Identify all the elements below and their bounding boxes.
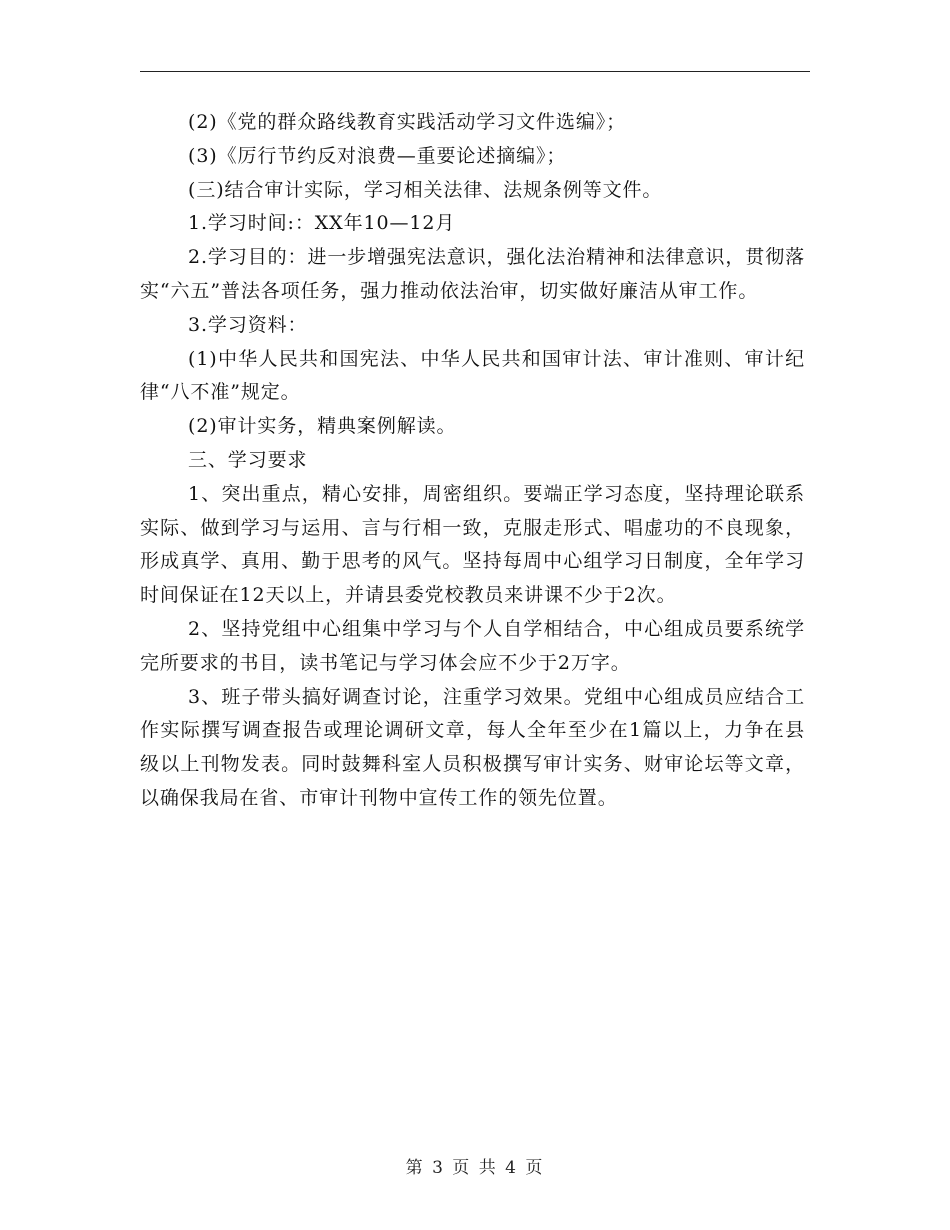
paragraph: (三)结合审计实际，学习相关法律、法规条例等文件。 (188, 178, 663, 201)
paragraph: 1、突出重点，精心安排，周密组织。要端正学习态度，坚持理论联系实际、做到学习与运用、言与行相一致，克服走形式、唱虚功的不良现象，形成真学、真用、勤于思考的风气。坚持每周中心组学习日制度，全年学习时间保证在12天以上，并请县委党校教员来讲课不少于2次。 (140, 482, 805, 607)
page-number-footer: 第 3 页 共 4 页 (405, 1158, 545, 1178)
section-heading: 三、学习要求 (188, 448, 308, 471)
paragraph: (1)中华人民共和国宪法、中华人民共和国审计法、审计准则、审计纪律“八不准”规定。 (140, 347, 805, 404)
paragraph: 3、班子带头搞好调查讨论，注重学习效果。党组中心组成员应结合工作实际撰写调查报告或理论调研文章，每人全年至少在1篇以上，力争在县级以上刊物发表。同时鼓舞科室人员积极撰写审计实务、财审论坛等文章，以确保我局在省、市审计刊物中宣传工作的领先位置。 (140, 685, 805, 809)
paragraph: 3.学习资料： (188, 313, 308, 336)
paragraph: 1.学习时间:：XX年10—12月 (188, 212, 456, 235)
paragraph: 2、坚持党组中心组集中学习与个人自学相结合，中心组成员要系统学完所要求的书目，读书笔记与学习体会应不少于2万字。 (140, 617, 805, 674)
paragraph: (2)《党的群众路线教育实践活动学习文件选编》； (188, 111, 627, 133)
paragraph: (2)审计实务，精典案例解读。 (188, 415, 457, 438)
header-rule (140, 71, 810, 72)
paragraph: 2.学习目的：进一步增强宪法意识，强化法治精神和法律意识，贯彻落实“六五”普法各项任务，强力推动依法治审，切实做好廉洁从审工作。 (140, 246, 805, 302)
paragraph: (3)《厉行节约反对浪费—重要论述摘编》； (188, 144, 567, 167)
document-body (140, 106, 805, 816)
